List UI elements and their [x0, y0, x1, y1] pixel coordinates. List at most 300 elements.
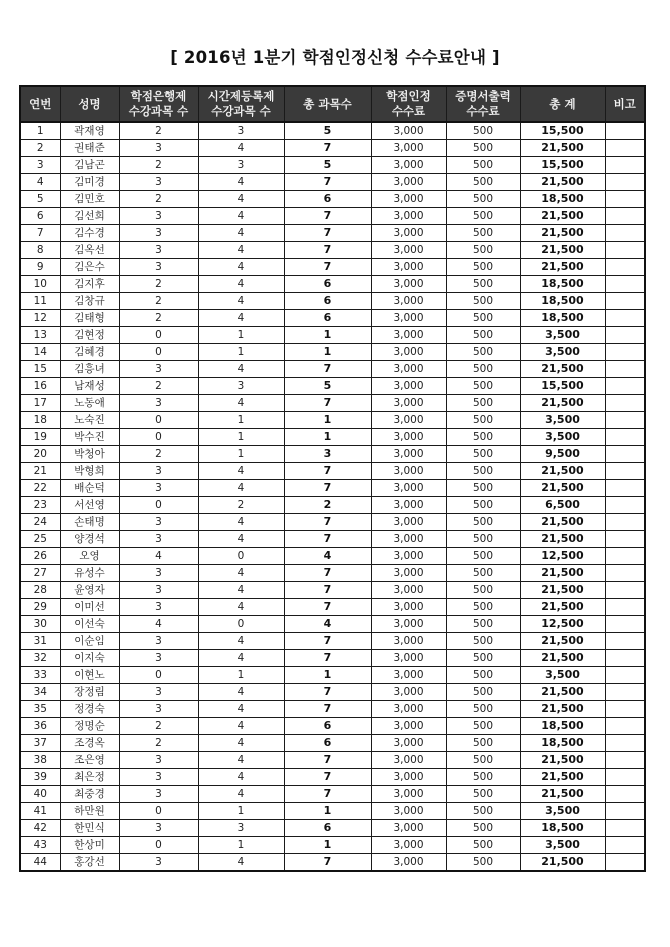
- cell-credit-bank-courses: 4: [119, 616, 198, 633]
- cell-credit-bank-courses: 0: [119, 803, 198, 820]
- cell-remarks: [605, 395, 645, 412]
- cell-certificate-fee: 500: [446, 514, 520, 531]
- cell-credit-bank-courses: 3: [119, 582, 198, 599]
- cell-name: 조은영: [60, 752, 119, 769]
- cell-credit-bank-courses: 0: [119, 497, 198, 514]
- cell-certificate-fee: 500: [446, 803, 520, 820]
- cell-seq: 43: [20, 837, 60, 854]
- cell-credit-bank-courses: 2: [119, 157, 198, 174]
- cell-certificate-fee: 500: [446, 599, 520, 616]
- cell-total: 21,500: [520, 684, 605, 701]
- cell-total: 18,500: [520, 276, 605, 293]
- cell-parttime-courses: 4: [198, 395, 284, 412]
- cell-credit-fee: 3,000: [371, 633, 446, 650]
- cell-total: 18,500: [520, 735, 605, 752]
- cell-remarks: [605, 820, 645, 837]
- cell-seq: 37: [20, 735, 60, 752]
- cell-credit-fee: 3,000: [371, 412, 446, 429]
- cell-total-courses: 7: [284, 531, 371, 548]
- cell-name: 하만원: [60, 803, 119, 820]
- cell-credit-fee: 3,000: [371, 531, 446, 548]
- cell-total: 21,500: [520, 701, 605, 718]
- header-label: 학점인정: [386, 89, 431, 103]
- header-label: 시간제등록제: [207, 89, 275, 103]
- cell-parttime-courses: 3: [198, 157, 284, 174]
- cell-name: 김수경: [60, 225, 119, 242]
- cell-remarks: [605, 191, 645, 208]
- cell-total: 21,500: [520, 514, 605, 531]
- cell-seq: 32: [20, 650, 60, 667]
- cell-total-courses: 7: [284, 225, 371, 242]
- cell-credit-fee: 3,000: [371, 497, 446, 514]
- table-row: [20, 208, 645, 225]
- cell-remarks: [605, 735, 645, 752]
- cell-name: 한상미: [60, 837, 119, 854]
- table-row: [20, 837, 645, 854]
- cell-remarks: [605, 684, 645, 701]
- cell-total: 18,500: [520, 718, 605, 735]
- table-row: [20, 684, 645, 701]
- cell-seq: 25: [20, 531, 60, 548]
- cell-total-courses: 7: [284, 242, 371, 259]
- header-col-total-courses: [284, 86, 371, 122]
- cell-parttime-courses: 4: [198, 310, 284, 327]
- cell-total-courses: 6: [284, 310, 371, 327]
- cell-seq: 1: [20, 122, 60, 140]
- cell-remarks: [605, 837, 645, 854]
- table-row: [20, 174, 645, 191]
- cell-certificate-fee: 500: [446, 293, 520, 310]
- cell-certificate-fee: 500: [446, 344, 520, 361]
- cell-total: 3,500: [520, 344, 605, 361]
- cell-certificate-fee: 500: [446, 429, 520, 446]
- table-row: [20, 667, 645, 684]
- cell-certificate-fee: 500: [446, 820, 520, 837]
- cell-seq: 8: [20, 242, 60, 259]
- cell-total: 21,500: [520, 752, 605, 769]
- cell-total: 3,500: [520, 412, 605, 429]
- cell-parttime-courses: 1: [198, 429, 284, 446]
- table-row: [20, 310, 645, 327]
- cell-seq: 39: [20, 769, 60, 786]
- cell-remarks: [605, 122, 645, 140]
- cell-credit-bank-courses: 2: [119, 446, 198, 463]
- cell-seq: 12: [20, 310, 60, 327]
- cell-parttime-courses: 4: [198, 242, 284, 259]
- cell-name: 장정림: [60, 684, 119, 701]
- cell-remarks: [605, 157, 645, 174]
- cell-credit-fee: 3,000: [371, 122, 446, 140]
- cell-total-courses: 2: [284, 497, 371, 514]
- cell-total-courses: 7: [284, 480, 371, 497]
- cell-remarks: [605, 718, 645, 735]
- cell-credit-bank-courses: 4: [119, 548, 198, 565]
- cell-total-courses: 1: [284, 327, 371, 344]
- cell-remarks: [605, 293, 645, 310]
- table-row: [20, 633, 645, 650]
- cell-seq: 42: [20, 820, 60, 837]
- cell-seq: 15: [20, 361, 60, 378]
- cell-parttime-courses: 4: [198, 701, 284, 718]
- cell-name: 이순임: [60, 633, 119, 650]
- cell-name: 윤영자: [60, 582, 119, 599]
- cell-total: 3,500: [520, 327, 605, 344]
- cell-credit-bank-courses: 2: [119, 191, 198, 208]
- cell-credit-fee: 3,000: [371, 429, 446, 446]
- cell-total: 3,500: [520, 429, 605, 446]
- cell-certificate-fee: 500: [446, 650, 520, 667]
- cell-total-courses: 1: [284, 803, 371, 820]
- cell-seq: 4: [20, 174, 60, 191]
- cell-remarks: [605, 463, 645, 480]
- cell-credit-bank-courses: 3: [119, 786, 198, 803]
- cell-name: 권태준: [60, 140, 119, 157]
- cell-remarks: [605, 701, 645, 718]
- cell-parttime-courses: 4: [198, 293, 284, 310]
- header-col-remarks: [605, 86, 645, 122]
- cell-total: 21,500: [520, 463, 605, 480]
- cell-credit-fee: 3,000: [371, 480, 446, 497]
- cell-remarks: [605, 344, 645, 361]
- cell-name: 조경옥: [60, 735, 119, 752]
- cell-total: 18,500: [520, 191, 605, 208]
- cell-parttime-courses: 4: [198, 208, 284, 225]
- cell-total: 18,500: [520, 820, 605, 837]
- cell-total: 15,500: [520, 157, 605, 174]
- cell-seq: 22: [20, 480, 60, 497]
- cell-name: 김은수: [60, 259, 119, 276]
- cell-credit-bank-courses: 0: [119, 327, 198, 344]
- cell-total-courses: 1: [284, 667, 371, 684]
- cell-total: 21,500: [520, 361, 605, 378]
- cell-total-courses: 6: [284, 735, 371, 752]
- header-label: 학점은행제: [130, 89, 187, 103]
- cell-parttime-courses: 4: [198, 225, 284, 242]
- cell-total-courses: 7: [284, 769, 371, 786]
- cell-total-courses: 6: [284, 293, 371, 310]
- table-row: [20, 344, 645, 361]
- cell-credit-fee: 3,000: [371, 820, 446, 837]
- cell-credit-fee: 3,000: [371, 378, 446, 395]
- cell-name: 이미선: [60, 599, 119, 616]
- cell-credit-bank-courses: 2: [119, 293, 198, 310]
- cell-parttime-courses: 1: [198, 327, 284, 344]
- cell-credit-fee: 3,000: [371, 667, 446, 684]
- cell-credit-bank-courses: 3: [119, 463, 198, 480]
- table-row: [20, 735, 645, 752]
- cell-parttime-courses: 1: [198, 344, 284, 361]
- cell-credit-fee: 3,000: [371, 599, 446, 616]
- table-row: [20, 463, 645, 480]
- cell-parttime-courses: 1: [198, 446, 284, 463]
- cell-total-courses: 7: [284, 174, 371, 191]
- cell-remarks: [605, 531, 645, 548]
- cell-credit-fee: 3,000: [371, 582, 446, 599]
- cell-parttime-courses: 3: [198, 122, 284, 140]
- cell-credit-fee: 3,000: [371, 293, 446, 310]
- cell-total-courses: 7: [284, 599, 371, 616]
- cell-certificate-fee: 500: [446, 497, 520, 514]
- cell-seq: 29: [20, 599, 60, 616]
- cell-name: 한민식: [60, 820, 119, 837]
- table-row: [20, 259, 645, 276]
- cell-certificate-fee: 500: [446, 140, 520, 157]
- cell-remarks: [605, 208, 645, 225]
- cell-remarks: [605, 276, 645, 293]
- cell-name: 노동애: [60, 395, 119, 412]
- cell-remarks: [605, 412, 645, 429]
- cell-total-courses: 7: [284, 361, 371, 378]
- header-col-parttime-courses: [198, 86, 284, 122]
- cell-certificate-fee: 500: [446, 327, 520, 344]
- cell-seq: 24: [20, 514, 60, 531]
- cell-total: 21,500: [520, 174, 605, 191]
- cell-total-courses: 7: [284, 140, 371, 157]
- cell-total-courses: 6: [284, 820, 371, 837]
- cell-credit-bank-courses: 3: [119, 531, 198, 548]
- cell-credit-fee: 3,000: [371, 701, 446, 718]
- cell-credit-bank-courses: 0: [119, 344, 198, 361]
- cell-total-courses: 7: [284, 395, 371, 412]
- cell-total: 21,500: [520, 565, 605, 582]
- cell-certificate-fee: 500: [446, 531, 520, 548]
- cell-credit-fee: 3,000: [371, 174, 446, 191]
- cell-total: 21,500: [520, 140, 605, 157]
- header-label-line2: 수수료: [391, 104, 426, 118]
- cell-certificate-fee: 500: [446, 718, 520, 735]
- cell-total-courses: 7: [284, 582, 371, 599]
- cell-parttime-courses: 4: [198, 463, 284, 480]
- header-label-line2: 수강과목 수: [128, 104, 189, 118]
- cell-total: 3,500: [520, 667, 605, 684]
- cell-total: 21,500: [520, 208, 605, 225]
- cell-seq: 14: [20, 344, 60, 361]
- cell-total-courses: 7: [284, 684, 371, 701]
- header-label: 총 계: [549, 96, 576, 111]
- table-row: [20, 157, 645, 174]
- cell-credit-fee: 3,000: [371, 191, 446, 208]
- cell-certificate-fee: 500: [446, 310, 520, 327]
- header-label-line2: 수수료: [466, 104, 500, 118]
- cell-total-courses: 4: [284, 616, 371, 633]
- cell-total: 6,500: [520, 497, 605, 514]
- cell-total-courses: 1: [284, 412, 371, 429]
- cell-credit-bank-courses: 3: [119, 701, 198, 718]
- cell-name: 곽재영: [60, 122, 119, 140]
- cell-name: 김옥선: [60, 242, 119, 259]
- cell-total-courses: 1: [284, 344, 371, 361]
- cell-total: 12,500: [520, 616, 605, 633]
- cell-total-courses: 4: [284, 548, 371, 565]
- cell-certificate-fee: 500: [446, 684, 520, 701]
- cell-remarks: [605, 327, 645, 344]
- cell-certificate-fee: 500: [446, 667, 520, 684]
- cell-seq: 7: [20, 225, 60, 242]
- cell-seq: 33: [20, 667, 60, 684]
- cell-credit-bank-courses: 3: [119, 361, 198, 378]
- table-row: [20, 242, 645, 259]
- table-row: [20, 854, 645, 872]
- cell-certificate-fee: 500: [446, 174, 520, 191]
- cell-name: 박수진: [60, 429, 119, 446]
- cell-credit-fee: 3,000: [371, 157, 446, 174]
- cell-seq: 36: [20, 718, 60, 735]
- cell-credit-fee: 3,000: [371, 361, 446, 378]
- header-col-certificate-fee: [446, 86, 520, 122]
- cell-certificate-fee: 500: [446, 191, 520, 208]
- cell-certificate-fee: 500: [446, 208, 520, 225]
- table-row: [20, 225, 645, 242]
- cell-credit-bank-courses: 0: [119, 429, 198, 446]
- table-row: [20, 497, 645, 514]
- fee-table: [19, 85, 646, 872]
- cell-seq: 40: [20, 786, 60, 803]
- cell-credit-bank-courses: 3: [119, 633, 198, 650]
- cell-name: 김현정: [60, 327, 119, 344]
- cell-certificate-fee: 500: [446, 378, 520, 395]
- table-row: [20, 276, 645, 293]
- cell-seq: 31: [20, 633, 60, 650]
- header-col-credit-fee: [371, 86, 446, 122]
- cell-remarks: [605, 174, 645, 191]
- cell-name: 정명순: [60, 718, 119, 735]
- cell-seq: 5: [20, 191, 60, 208]
- cell-name: 최중경: [60, 786, 119, 803]
- header-row: [20, 86, 645, 122]
- cell-total: 21,500: [520, 650, 605, 667]
- cell-certificate-fee: 500: [446, 616, 520, 633]
- cell-credit-fee: 3,000: [371, 310, 446, 327]
- header-label: 증명서출력: [455, 89, 511, 103]
- cell-seq: 10: [20, 276, 60, 293]
- table-row: [20, 378, 645, 395]
- cell-seq: 20: [20, 446, 60, 463]
- cell-total: 21,500: [520, 225, 605, 242]
- cell-credit-fee: 3,000: [371, 327, 446, 344]
- cell-parttime-courses: 4: [198, 174, 284, 191]
- table-row: [20, 140, 645, 157]
- header-label: 총 과목수: [303, 96, 352, 111]
- cell-name: 남재성: [60, 378, 119, 395]
- table-row: [20, 548, 645, 565]
- cell-certificate-fee: 500: [446, 735, 520, 752]
- table-row: [20, 293, 645, 310]
- cell-parttime-courses: 4: [198, 650, 284, 667]
- cell-parttime-courses: 4: [198, 582, 284, 599]
- cell-certificate-fee: 500: [446, 854, 520, 872]
- cell-remarks: [605, 582, 645, 599]
- cell-seq: 28: [20, 582, 60, 599]
- cell-remarks: [605, 548, 645, 565]
- cell-credit-bank-courses: 3: [119, 242, 198, 259]
- cell-credit-fee: 3,000: [371, 276, 446, 293]
- cell-seq: 3: [20, 157, 60, 174]
- cell-seq: 35: [20, 701, 60, 718]
- cell-seq: 9: [20, 259, 60, 276]
- cell-parttime-courses: 4: [198, 718, 284, 735]
- cell-seq: 30: [20, 616, 60, 633]
- cell-certificate-fee: 500: [446, 225, 520, 242]
- cell-parttime-courses: 4: [198, 514, 284, 531]
- cell-parttime-courses: 1: [198, 803, 284, 820]
- cell-credit-fee: 3,000: [371, 769, 446, 786]
- cell-seq: 11: [20, 293, 60, 310]
- cell-total-courses: 7: [284, 633, 371, 650]
- table-row: [20, 395, 645, 412]
- cell-credit-fee: 3,000: [371, 735, 446, 752]
- cell-total: 3,500: [520, 837, 605, 854]
- cell-credit-bank-courses: 2: [119, 310, 198, 327]
- table-row: [20, 514, 645, 531]
- cell-credit-fee: 3,000: [371, 514, 446, 531]
- cell-certificate-fee: 500: [446, 157, 520, 174]
- cell-remarks: [605, 565, 645, 582]
- cell-total-courses: 6: [284, 276, 371, 293]
- cell-seq: 13: [20, 327, 60, 344]
- cell-parttime-courses: 4: [198, 259, 284, 276]
- cell-total: 21,500: [520, 582, 605, 599]
- cell-remarks: [605, 429, 645, 446]
- cell-total-courses: 7: [284, 752, 371, 769]
- cell-seq: 26: [20, 548, 60, 565]
- cell-remarks: [605, 633, 645, 650]
- table-row: [20, 701, 645, 718]
- table-row: [20, 786, 645, 803]
- cell-name: 박형희: [60, 463, 119, 480]
- cell-parttime-courses: 4: [198, 531, 284, 548]
- cell-total: 21,500: [520, 769, 605, 786]
- table-row: [20, 412, 645, 429]
- cell-name: 김혜경: [60, 344, 119, 361]
- cell-remarks: [605, 650, 645, 667]
- cell-name: 이선숙: [60, 616, 119, 633]
- cell-credit-bank-courses: 3: [119, 480, 198, 497]
- cell-credit-bank-courses: 3: [119, 854, 198, 872]
- cell-credit-bank-courses: 3: [119, 225, 198, 242]
- cell-seq: 34: [20, 684, 60, 701]
- cell-name: 서선영: [60, 497, 119, 514]
- table-row: [20, 616, 645, 633]
- table-row: [20, 582, 645, 599]
- cell-parttime-courses: 4: [198, 191, 284, 208]
- cell-credit-fee: 3,000: [371, 854, 446, 872]
- table-row: [20, 446, 645, 463]
- table-row: [20, 122, 645, 140]
- cell-name: 이지숙: [60, 650, 119, 667]
- cell-certificate-fee: 500: [446, 122, 520, 140]
- table-row: [20, 429, 645, 446]
- cell-credit-fee: 3,000: [371, 446, 446, 463]
- cell-parttime-courses: 4: [198, 633, 284, 650]
- table-row: [20, 718, 645, 735]
- cell-credit-fee: 3,000: [371, 242, 446, 259]
- header-col-seq: [20, 86, 60, 122]
- cell-credit-bank-courses: 3: [119, 565, 198, 582]
- cell-certificate-fee: 500: [446, 548, 520, 565]
- cell-parttime-courses: 4: [198, 854, 284, 872]
- cell-remarks: [605, 446, 645, 463]
- cell-name: 김미경: [60, 174, 119, 191]
- cell-total-courses: 5: [284, 378, 371, 395]
- header-col-credit-bank-courses: [119, 86, 198, 122]
- cell-parttime-courses: 4: [198, 565, 284, 582]
- cell-total-courses: 5: [284, 157, 371, 174]
- cell-credit-bank-courses: 3: [119, 769, 198, 786]
- table-row: [20, 480, 645, 497]
- cell-total-courses: 7: [284, 208, 371, 225]
- cell-seq: 19: [20, 429, 60, 446]
- cell-name: 김흥녀: [60, 361, 119, 378]
